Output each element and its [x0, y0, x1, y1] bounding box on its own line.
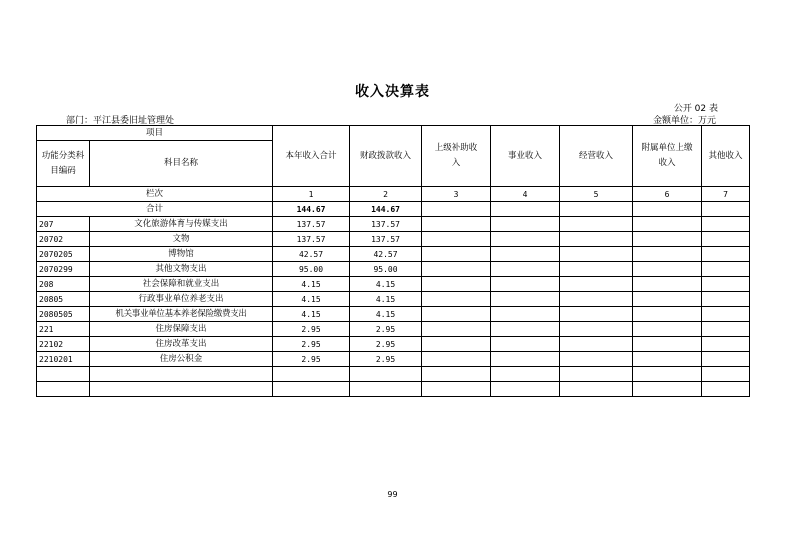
header-item: 项目	[37, 126, 273, 141]
col-line-row	[37, 187, 750, 202]
header-func-code: 功能分类科目编码	[37, 141, 90, 187]
row-code: 2070205	[37, 247, 90, 262]
col-num: 4	[491, 187, 560, 202]
row-value-1: 95.00	[273, 262, 350, 277]
header-subject-name: 科目名称	[90, 141, 273, 187]
row-code: 20702	[37, 232, 90, 247]
row-name: 住房保障支出	[90, 322, 273, 337]
empty-row	[37, 367, 750, 382]
row-value-2: 2.95	[350, 322, 422, 337]
col-num: 2	[350, 187, 422, 202]
row-name: 住房改革支出	[90, 337, 273, 352]
row-code: 2210201	[37, 352, 90, 367]
header-row-item	[37, 126, 750, 141]
col-num: 7	[702, 187, 750, 202]
row-code: 22102	[37, 337, 90, 352]
header-col-6: 附属单位上缴收入	[633, 126, 702, 187]
row-value-2: 2.95	[350, 352, 422, 367]
col-num: 1	[273, 187, 350, 202]
table-row	[37, 322, 750, 337]
row-value-1: 2.95	[273, 322, 350, 337]
table-row	[37, 217, 750, 232]
row-value-2: 4.15	[350, 307, 422, 322]
header-col-3: 上级补助收入	[422, 126, 491, 187]
total-value-1: 144.67	[273, 202, 350, 217]
row-code: 207	[37, 217, 90, 232]
row-name: 行政事业单位养老支出	[90, 292, 273, 307]
header-col-2: 财政拨款收入	[350, 126, 422, 187]
row-name: 博物馆	[90, 247, 273, 262]
page-number: 99	[387, 490, 398, 499]
report-title: 收入决算表	[355, 84, 430, 100]
row-value-1: 4.15	[273, 292, 350, 307]
row-value-1: 4.15	[273, 307, 350, 322]
table-row	[37, 307, 750, 322]
row-name: 机关事业单位基本养老保险缴费支出	[90, 307, 273, 322]
table-row	[37, 292, 750, 307]
header-col-4: 事业收入	[491, 126, 560, 187]
row-value-1: 137.57	[273, 217, 350, 232]
row-value-2: 4.15	[350, 292, 422, 307]
empty-row	[37, 382, 750, 397]
row-name: 文物	[90, 232, 273, 247]
form-number: 公开 02 表	[673, 104, 718, 114]
row-code: 2070299	[37, 262, 90, 277]
header-col-1: 本年收入合计	[273, 126, 350, 187]
row-name: 住房公积金	[90, 352, 273, 367]
row-value-2: 2.95	[350, 337, 422, 352]
col-line-label: 栏次	[37, 187, 273, 202]
col-num: 3	[422, 187, 491, 202]
table-row	[37, 232, 750, 247]
row-code: 2080505	[37, 307, 90, 322]
row-code: 221	[37, 322, 90, 337]
table-row	[37, 262, 750, 277]
income-table	[36, 125, 750, 397]
row-value-2: 42.57	[350, 247, 422, 262]
table-row	[37, 247, 750, 262]
row-value-2: 137.57	[350, 232, 422, 247]
row-value-2: 137.57	[350, 217, 422, 232]
table-row	[37, 337, 750, 352]
total-value-2: 144.67	[350, 202, 422, 217]
amount-unit-label: 金额单位：万元	[652, 116, 716, 126]
row-name: 社会保障和就业支出	[90, 277, 273, 292]
col-num: 6	[633, 187, 702, 202]
row-name: 其他文物支出	[90, 262, 273, 277]
row-value-1: 137.57	[273, 232, 350, 247]
row-name: 文化旅游体育与传媒支出	[90, 217, 273, 232]
row-code: 20805	[37, 292, 90, 307]
header-col-7: 其他收入	[702, 126, 750, 187]
table-row	[37, 277, 750, 292]
row-value-1: 4.15	[273, 277, 350, 292]
table-row	[37, 352, 750, 367]
row-value-1: 42.57	[273, 247, 350, 262]
total-label: 合计	[37, 202, 273, 217]
col-num: 5	[560, 187, 633, 202]
total-row	[37, 202, 750, 217]
row-value-2: 95.00	[350, 262, 422, 277]
row-value-2: 4.15	[350, 277, 422, 292]
row-value-1: 2.95	[273, 337, 350, 352]
department-label: 部门：平江县委旧址管理处	[66, 116, 175, 126]
header-col-5: 经营收入	[560, 126, 633, 187]
row-code: 208	[37, 277, 90, 292]
row-value-1: 2.95	[273, 352, 350, 367]
